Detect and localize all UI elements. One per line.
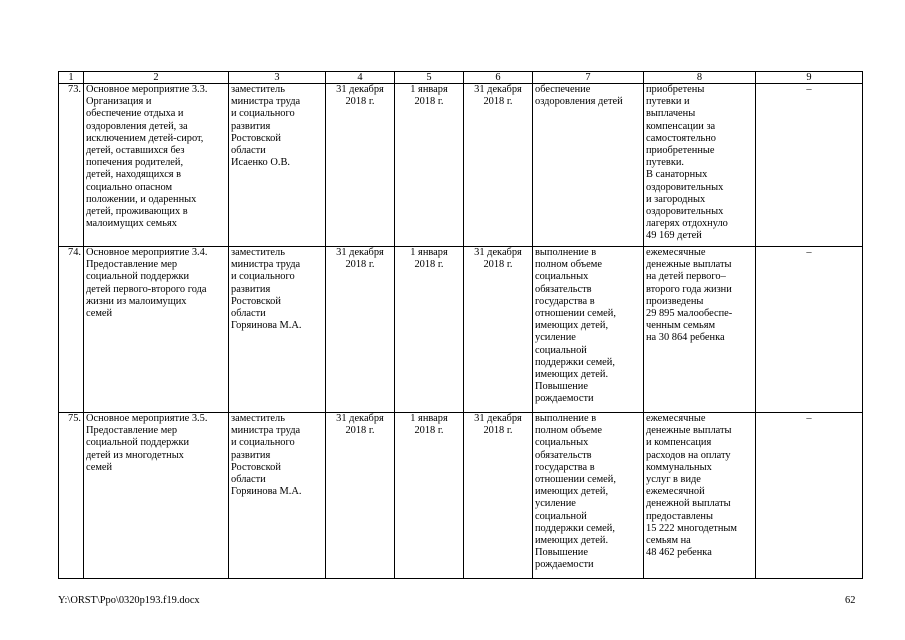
header-row — [59, 72, 863, 84]
table-row — [59, 84, 863, 247]
date-cell: 31 декабря 2018 г. — [464, 413, 533, 579]
date-cell: 1 января 2018 г. — [395, 84, 464, 247]
activity-cell: Основное мероприятие 3.5. Предоставление мер социальной поддержки детей из многодетных семей — [84, 413, 229, 579]
date-cell: 31 декабря 2018 г. — [326, 247, 395, 413]
row-number: 74. — [59, 247, 84, 413]
actual-result-cell: приобретены путевки и выплачены компенсации за самостоятельно приобретенные путевки. В санаторных оздоровительных и загородных оздоровительных лагерях отдохнуло 49 169 детей — [644, 84, 756, 247]
responsible-cell: заместитель министра труда и социального развития Ростовской области Горяинова М.А. — [229, 247, 326, 413]
result-cell: выполнение в полном объеме социальных обязательств государства в отношении семей, имеющих детей, усиление социальной поддержки семей, имеющих детей. Повышение рождаемости — [533, 247, 644, 413]
header-cell: 9 — [756, 72, 863, 84]
table-row — [59, 247, 863, 413]
report-table — [58, 71, 863, 579]
date-cell: 1 января 2018 г. — [395, 247, 464, 413]
note-cell: – — [756, 84, 863, 247]
note-cell: – — [756, 413, 863, 579]
activity-cell: Основное мероприятие 3.3. Организация и обеспечение отдыха и оздоровления детей, за исключением детей-сирот, детей, оставшихся без попечения родителей, детей, находящихся в социально опасном положении, и одаренных детей, проживающих в малоимущих семьях — [84, 84, 229, 247]
header-cell: 4 — [326, 72, 395, 84]
row-number: 75. — [59, 413, 84, 579]
date-cell: 31 декабря 2018 г. — [326, 413, 395, 579]
actual-result-cell: ежемесячные денежные выплаты на детей первого– второго года жизни произведены 29 895 малообеспе- ченным семьям на 30 864 ребенка — [644, 247, 756, 413]
row-number: 73. — [59, 84, 84, 247]
footer-file-path: Y:\ORST\Ppo\0320p193.f19.docx — [58, 595, 200, 606]
responsible-cell: заместитель министра труда и социального развития Ростовской области Горяинова М.А. — [229, 413, 326, 579]
header-cell: 1 — [59, 72, 84, 84]
activity-cell: Основное мероприятие 3.4. Предоставление мер социальной поддержки детей первого-второго года жизни из малоимущих семей — [84, 247, 229, 413]
date-cell: 31 декабря 2018 г. — [326, 84, 395, 247]
header-cell: 5 — [395, 72, 464, 84]
actual-result-cell: ежемесячные денежные выплаты и компенсация расходов на оплату коммунальных услуг в виде ежемесячной денежной выплаты предоставлены 15 222 многодетным семьям на 48 462 ребенка — [644, 413, 756, 579]
result-cell: выполнение в полном объеме социальных обязательств государства в отношении семей, имеющих детей, усиление социальной поддержки семей, имеющих детей. Повышение рождаемости — [533, 413, 644, 579]
note-cell: – — [756, 247, 863, 413]
date-cell: 31 декабря 2018 г. — [464, 247, 533, 413]
header-cell: 7 — [533, 72, 644, 84]
header-cell: 6 — [464, 72, 533, 84]
date-cell: 31 декабря 2018 г. — [464, 84, 533, 247]
header-cell: 2 — [84, 72, 229, 84]
responsible-cell: заместитель министра труда и социального развития Ростовской области Исаенко О.В. — [229, 84, 326, 247]
date-cell: 1 января 2018 г. — [395, 413, 464, 579]
result-cell: обеспечение оздоровления детей — [533, 84, 644, 247]
header-cell: 3 — [229, 72, 326, 84]
page-number: 62 — [845, 595, 856, 606]
table-row — [59, 413, 863, 579]
header-cell: 8 — [644, 72, 756, 84]
